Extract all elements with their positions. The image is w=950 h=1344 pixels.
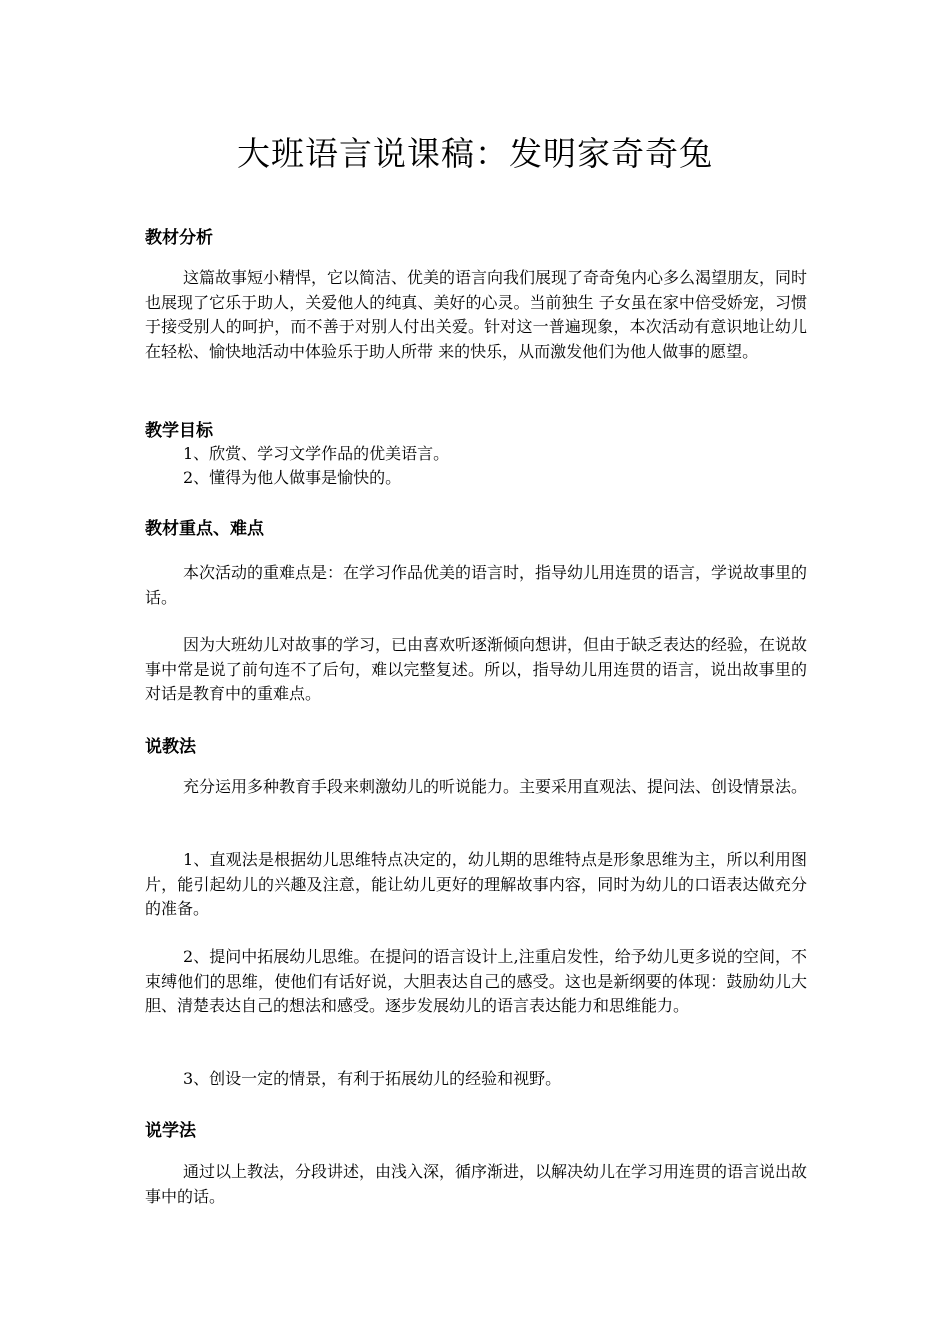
paragraph-teaching-method-1: 1、直观法是根据幼儿思维特点决定的，幼儿期的思维特点是形象思维为主，所以利用图片，能引起幼儿的兴趣及注意，能让幼儿更好的理解故事内容，同时为幼儿的口语表达做充分的准备。 — [145, 850, 807, 918]
paragraph-key-points-1: 本次活动的重难点是：在学习作品优美的语言时，指导幼儿用连贯的语言，学说故事里的话。 — [145, 563, 808, 607]
list-item-goal-2: 2、懂得为他人做事是愉快的。 — [183, 468, 402, 487]
section-heading-teaching-goals: 教学目标 — [145, 421, 213, 441]
section-heading-learning-methods: 说学法 — [145, 1121, 196, 1141]
list-item-goal-1: 1、欣赏、学习文学作品的优美语言。 — [183, 444, 450, 463]
section-heading-material-analysis: 教材分析 — [145, 228, 213, 248]
document-title: 大班语言说课稿：发明家奇奇兔 — [237, 134, 713, 173]
paragraph-material-analysis: 这篇故事短小精悍，它以简洁、优美的语言向我们展现了奇奇兔内心多么渴望朋友，同时也展现了它乐于助人，关爱他人的纯真、美好的心灵。当前独生 子女虽在家中倍受娇宠，习惯于接受别人的呵护，而不善于对别人付出关爱。针对这一普遍现象，本次活动有意识地让幼儿在轻松、愉快地活动中体验乐于助人所带 来的快乐，从而激发他们为他人做事的愿望。 — [145, 268, 808, 361]
paragraph-teaching-method-3: 3、创设一定的情景，有利于拓展幼儿的经验和视野。 — [183, 1069, 562, 1088]
paragraph-teaching-method-2: 2、提问中拓展幼儿思维。在提问的语言设计上,注重启发性，给予幼儿更多说的空间，不束缚他们的思维，使他们有话好说，大胆表达自己的感受。这也是新纲要的体现：鼓励幼儿大胆、清楚表达自己的想法和感受。逐步发展幼儿的语言表达能力和思维能力。 — [145, 947, 807, 1015]
section-heading-teaching-methods: 说教法 — [145, 737, 196, 757]
paragraph-learning-methods: 通过以上教法，分段讲述，由浅入深，循序渐进，以解决幼儿在学习用连贯的语言说出故事中的话。 — [145, 1162, 808, 1206]
paragraph-teaching-methods-intro: 充分运用多种教育手段来刺激幼儿的听说能力。主要采用直观法、提问法、创设情景法。 — [183, 777, 808, 796]
paragraph-key-points-2: 因为大班幼儿对故事的学习，已由喜欢听逐渐倾向想讲，但由于缺乏表达的经验，在说故事中常是说了前句连不了后句，难以完整复述。所以，指导幼儿用连贯的语言，说出故事里的对话是教育中的重难点。 — [145, 635, 808, 703]
section-heading-key-points: 教材重点、难点 — [145, 519, 264, 539]
